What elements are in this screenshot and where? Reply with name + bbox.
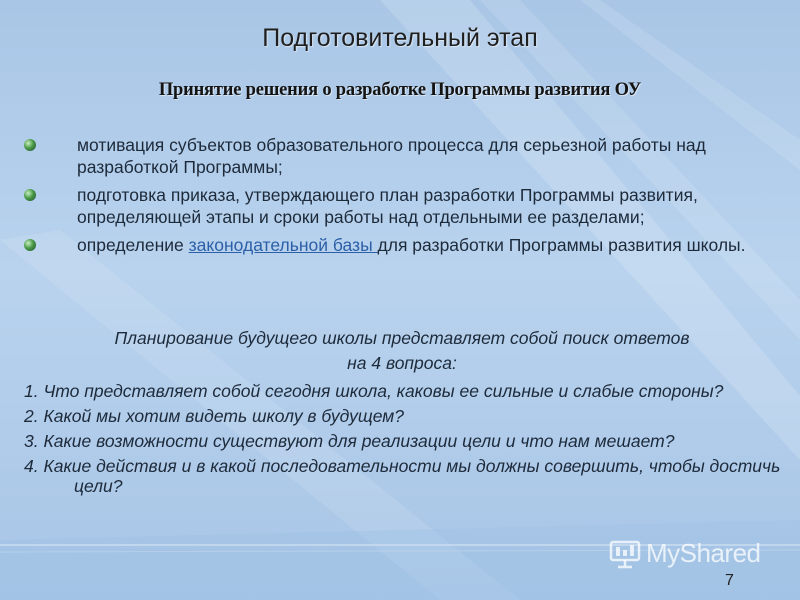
bullet-text: подготовка приказа, утверждающего план разработки Программы развития, определяющей этапы и сроки работы над отдельными ее разделами;: [77, 185, 698, 227]
planning-intro-line2: на 4 вопроса:: [347, 353, 457, 373]
page-number: 7: [725, 572, 734, 589]
bullet-sphere-icon: [24, 239, 36, 251]
bullet-sphere-icon: [24, 139, 36, 151]
question-item: 1. Что представляет собой сегодня школа, каковы ее сильные и слабые стороны?: [24, 381, 724, 401]
question-item: 2. Какой мы хотим видеть школу в будущем?: [24, 406, 405, 426]
bullet-item: [22, 184, 782, 228]
bullet-text-suffix: для разработки Программы развития школы.: [377, 235, 746, 255]
myshared-logo: [608, 538, 761, 569]
myshared-logo-text: MyShared: [646, 538, 761, 568]
planning-block: [22, 326, 782, 496]
bullet-text-prefix: определение: [77, 235, 189, 255]
bullet-sphere-icon: [24, 189, 36, 201]
slide-subtitle: Принятие решения о разработке Программы развития ОУ: [158, 80, 642, 100]
myshared-logo-icon: [608, 539, 642, 569]
bullet-item: [22, 134, 782, 178]
legislative-base-link[interactable]: законодательной базы: [188, 235, 378, 255]
bullet-item: [22, 234, 782, 256]
question-item: 3. Какие возможности существуют для реализации цели и что нам мешает?: [24, 431, 675, 451]
planning-intro-line1: Планирование будущего школы представляет собой поиск ответов: [114, 328, 690, 348]
bullet-text: мотивация субъектов образовательного процесса для серьезной работы над разработкой Программы;: [77, 135, 706, 177]
bullet-list: [22, 134, 782, 262]
question-item: 4. Какие действия и в какой последовательности мы должны совершить, чтобы достичь цели?: [24, 456, 781, 496]
slide-title: Подготовительный этап: [262, 24, 538, 52]
